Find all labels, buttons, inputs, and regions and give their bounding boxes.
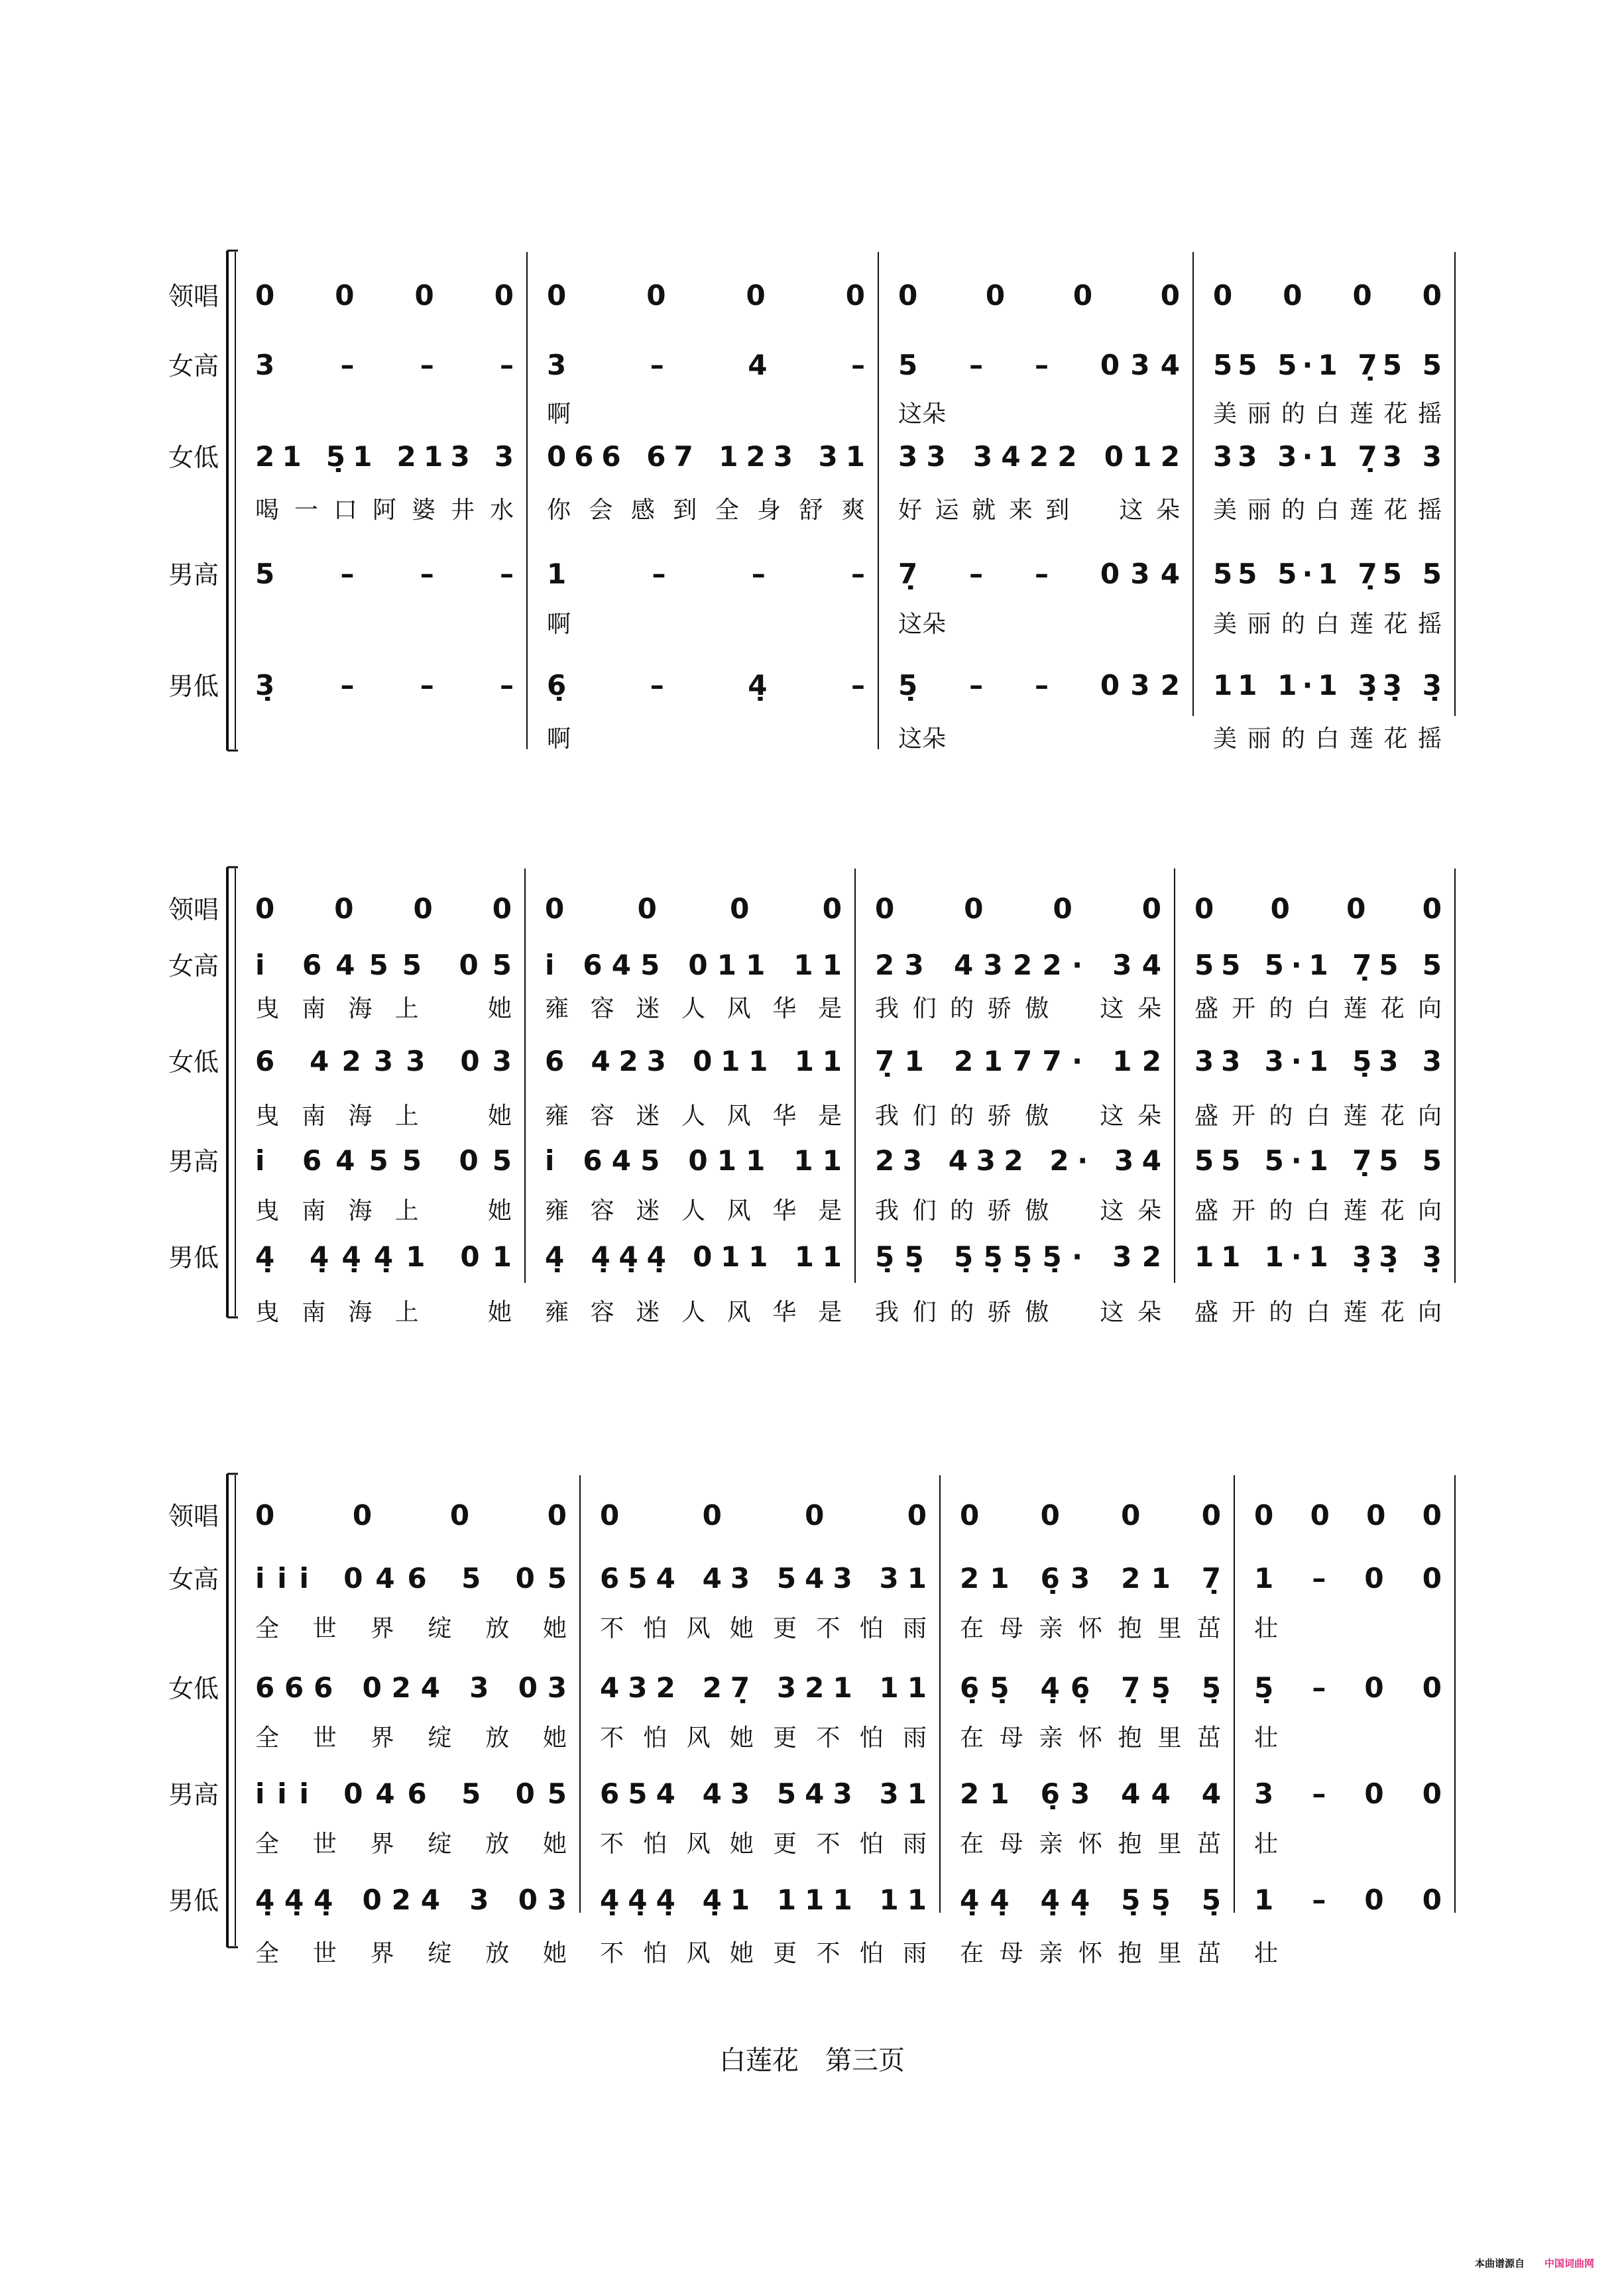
part-name: 女低: [168, 1048, 219, 1077]
lyric-line: 美丽的白莲花摇: [1213, 497, 1442, 524]
lyric-line: 全世界绽放她: [255, 1940, 567, 1967]
notation-measure: 55 5·1 7̣5 5: [1213, 349, 1442, 381]
notation-measure: 3 – 0 0: [1254, 1777, 1442, 1810]
notation-measure: 0 0 0 0: [1254, 1499, 1442, 1532]
lyric-line: 好运就来到 这朵: [898, 497, 1180, 524]
lyric-line: 不怕风她更不怕雨: [600, 1615, 927, 1642]
notation-measure: 55 5·1 7̣5 5: [1194, 949, 1442, 981]
lyric-line: 这朵: [898, 400, 947, 428]
notation-measure: 3 – 4 –: [547, 349, 865, 381]
lyric-line: 曳南海上 她: [255, 1299, 512, 1326]
watermark-right: 中国词曲网: [1544, 2257, 1595, 2269]
notation-measure: 3 – – –: [255, 349, 514, 381]
lyric-line: 盛开的白莲花向: [1194, 1299, 1442, 1326]
part-name: 女高: [168, 1565, 219, 1594]
notation-measure: 33 3422 012: [898, 440, 1180, 473]
lyric-line: 壮: [1254, 1831, 1279, 1858]
lyric-line: 在母亲怀抱里茁: [960, 1831, 1221, 1858]
notation-measure: 6 423 011 11: [545, 1045, 842, 1077]
lyric-line: 不怕风她更不怕雨: [600, 1831, 927, 1858]
notation-measure: 0 0 0 0: [255, 279, 514, 312]
notation-measure: 0 0 0 0: [600, 1499, 927, 1532]
notation-measure: 0 0 0 0: [255, 892, 512, 925]
lyric-line: 盛开的白莲花向: [1194, 1103, 1442, 1130]
notation-measure: 7̣1 2177· 12: [875, 1045, 1161, 1077]
notation-measure: 5̣5̣ 5̣5̣5̣5̣· 32: [875, 1240, 1161, 1273]
part-name: 女高: [168, 951, 219, 981]
notation-measure: 55 5·1 7̣5 5: [1213, 558, 1442, 590]
notation-measure: 3̣ – – –: [255, 669, 514, 701]
part-name: 男低: [168, 1243, 219, 1272]
lyric-line: 雍容迷人风华是: [545, 1299, 842, 1326]
notation-measure: 432 27̣ 321 11: [600, 1671, 927, 1704]
notation-measure: 654 43 543 31: [600, 1562, 927, 1594]
lyric-line: 你会感到全身舒爽: [547, 497, 865, 524]
lyric-line: 在母亲怀抱里茁: [960, 1724, 1221, 1752]
part-name: 领唱: [168, 1502, 219, 1531]
part-name: 男高: [168, 1147, 219, 1176]
notation-measure: 4̣4̣ 4̣4̣ 5̣5̣ 5̣: [960, 1884, 1221, 1916]
notation-measure: 666 024 3 03: [255, 1671, 567, 1704]
lyric-line: 这朵: [898, 725, 947, 752]
lyric-line: 雍容迷人风华是: [545, 1103, 842, 1130]
lyric-line: 不怕风她更不怕雨: [600, 1724, 927, 1752]
part-name: 女低: [168, 443, 219, 472]
lyric-line: 美丽的白莲花摇: [1213, 725, 1442, 752]
lyric-line: 我们的骄傲 这朵: [875, 1197, 1161, 1225]
lyric-line: 盛开的白莲花向: [1194, 1197, 1442, 1225]
lyric-line: 全世界绽放她: [255, 1615, 567, 1642]
notation-measure: 23 4322· 34: [875, 949, 1161, 981]
notation-measure: 21 6̣3 21 7̣: [960, 1562, 1221, 1594]
notation-measure: iii 046 5 05: [255, 1562, 567, 1594]
notation-measure: 6̣ – 4̣ –: [547, 669, 865, 701]
notation-measure: 33 3·1 5̣3 3: [1194, 1045, 1442, 1077]
lyric-line: 美丽的白莲花摇: [1213, 611, 1442, 638]
notation-measure: 1 – 0 0: [1254, 1884, 1442, 1916]
lyric-line: 雍容迷人风华是: [545, 995, 842, 1022]
lyric-line: 全世界绽放她: [255, 1831, 567, 1858]
notation-measure: 55 5·1 7̣5 5: [1194, 1144, 1442, 1177]
notation-measure: 0 0 0 0: [1213, 279, 1442, 312]
notation-measure: iii 046 5 05: [255, 1777, 567, 1810]
notation-measure: 23 432 2· 34: [875, 1144, 1161, 1177]
notation-measure: 4̣4̣4̣ 024 3 03: [255, 1884, 567, 1916]
lyric-line: 壮: [1254, 1724, 1279, 1752]
watermark-left: 本曲谱源自: [1475, 2257, 1525, 2269]
lyric-line: 壮: [1254, 1615, 1279, 1642]
lyric-line: 盛开的白莲花向: [1194, 995, 1442, 1022]
notation-measure: 0 0 0 0: [255, 1499, 567, 1532]
lyric-line: 这朵: [898, 611, 947, 638]
notation-measure: 11 1·1 3̣3̣ 3̣: [1213, 669, 1442, 701]
lyric-line: 啊: [547, 400, 571, 428]
notation-measure: i 6455 05: [255, 1144, 512, 1177]
notation-measure: 7̣ – – 034: [898, 558, 1180, 590]
notation-measure: 4̣ 4̣4̣4̣1 01: [255, 1240, 512, 1273]
notation-measure: 1 – 0 0: [1254, 1562, 1442, 1594]
page-footer: 白莲花 第三页: [719, 2045, 905, 2076]
lyric-line: 在母亲怀抱里茁: [960, 1940, 1221, 1967]
lyric-line: 美丽的白莲花摇: [1213, 400, 1442, 428]
notation-measure: 4̣ 4̣4̣4̣ 011 11: [545, 1240, 842, 1273]
part-name: 女低: [168, 1674, 219, 1703]
notation-measure: 5 – – –: [255, 558, 514, 590]
notation-measure: 4̣4̣4̣ 4̣1 111 11: [600, 1884, 927, 1916]
lyric-line: 全世界绽放她: [255, 1724, 567, 1752]
notation-measure: 654 43 543 31: [600, 1777, 927, 1810]
notation-measure: 6 4233 03: [255, 1045, 512, 1077]
notation-measure: 21 5̣1 213 3: [255, 440, 514, 473]
notation-measure: 0 0 0 0: [898, 279, 1180, 312]
lyric-line: 曳南海上 她: [255, 1197, 512, 1225]
notation-measure: i 645 011 11: [545, 1144, 842, 1177]
part-name: 男低: [168, 672, 219, 701]
part-name: 男高: [168, 560, 219, 589]
lyric-line: 不怕风她更不怕雨: [600, 1940, 927, 1967]
notation-measure: i 6455 05: [255, 949, 512, 981]
lyric-line: 在母亲怀抱里茁: [960, 1615, 1221, 1642]
lyric-line: 啊: [547, 611, 571, 638]
notation-measure: 0 0 0 0: [1194, 892, 1442, 925]
notation-measure: 1 – – –: [547, 558, 865, 590]
lyric-line: 喝一口阿婆井水: [255, 497, 514, 524]
lyric-line: 我们的骄傲 这朵: [875, 1299, 1161, 1326]
part-name: 领唱: [168, 282, 219, 311]
lyric-line: 壮: [1254, 1940, 1279, 1967]
lyric-line: 啊: [547, 725, 571, 752]
lyric-line: 我们的骄傲 这朵: [875, 1103, 1161, 1130]
lyric-line: 我们的骄傲 这朵: [875, 995, 1161, 1022]
part-name: 男低: [168, 1886, 219, 1915]
lyric-line: 曳南海上 她: [255, 1103, 512, 1130]
notation-measure: 21 6̣3 44 4: [960, 1777, 1221, 1810]
notation-measure: 0 0 0 0: [545, 892, 842, 925]
lyric-line: 雍容迷人风华是: [545, 1197, 842, 1225]
notation-measure: 0 0 0 0: [960, 1499, 1221, 1532]
notation-measure: 0 0 0 0: [875, 892, 1161, 925]
notation-measure: 0 0 0 0: [547, 279, 865, 312]
notation-measure: 066 67 123 31: [547, 440, 865, 473]
notation-measure: 5̣ – – 032: [898, 669, 1180, 701]
notation-measure: 6̣5̣ 4̣6̣ 7̣5̣ 5̣: [960, 1671, 1221, 1704]
part-name: 男高: [168, 1780, 219, 1809]
part-name: 领唱: [168, 895, 219, 924]
lyric-line: 曳南海上 她: [255, 995, 512, 1022]
notation-measure: 33 3·1 7̣3 3: [1213, 440, 1442, 473]
notation-measure: 5̣ – 0 0: [1254, 1671, 1442, 1704]
notation-measure: 11 1·1 3̣3̣ 3̣: [1194, 1240, 1442, 1273]
notation-measure: 5 – – 034: [898, 349, 1180, 381]
part-name: 女高: [168, 351, 219, 381]
notation-measure: i 645 011 11: [545, 949, 842, 981]
